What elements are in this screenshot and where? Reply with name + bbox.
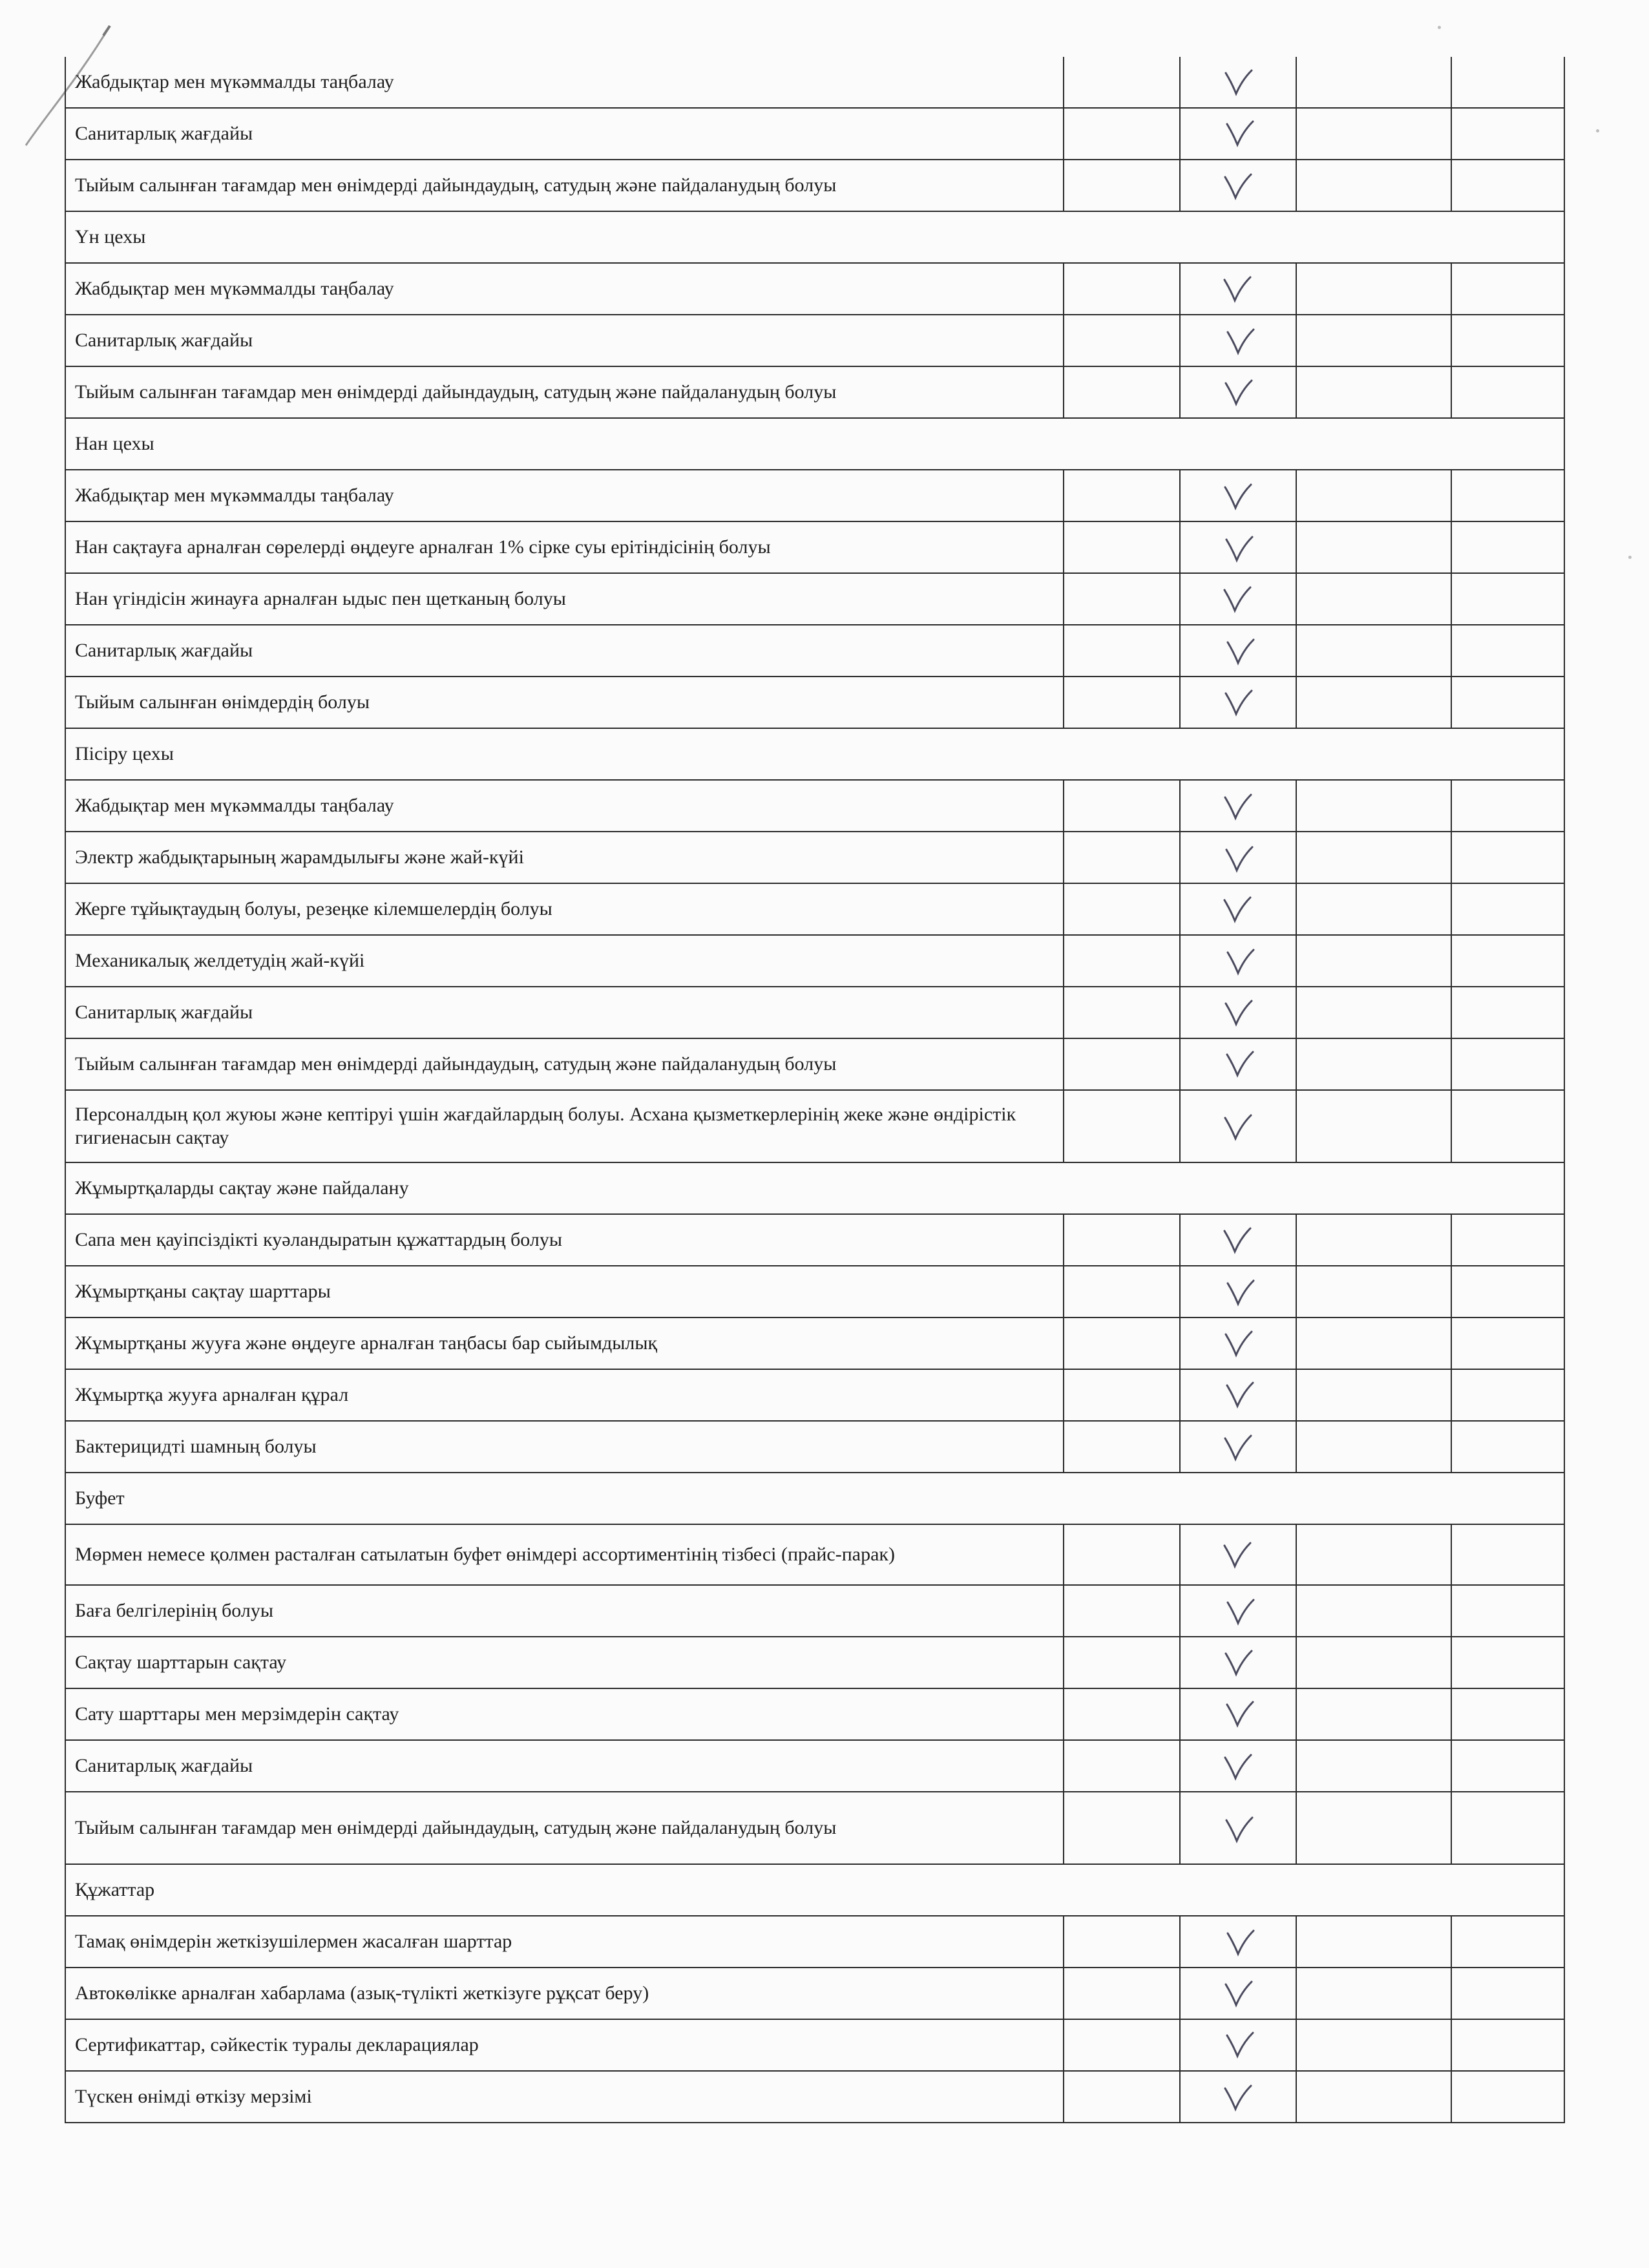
- requirement-text: Жабдықтар мен мүкәммалды таңбалау: [65, 470, 1064, 521]
- column-2-cell: [1180, 160, 1296, 211]
- checklist-row: [65, 573, 1564, 625]
- column-4-cell: [1451, 521, 1564, 573]
- column-2-cell: [1180, 832, 1296, 883]
- section-title: Нан цехы: [65, 418, 1564, 470]
- checkmark-icon: [1221, 842, 1255, 873]
- column-2-cell: [1180, 987, 1296, 1038]
- checkmark-icon: [1221, 945, 1255, 976]
- requirement-text: Баға белгілерінің болуы: [65, 1585, 1064, 1637]
- column-3-cell: [1296, 1369, 1451, 1421]
- column-3-cell: [1296, 1524, 1451, 1585]
- column-1-cell: [1064, 263, 1180, 315]
- checklist-row: [65, 625, 1564, 677]
- section-header-row: [65, 1162, 1564, 1214]
- column-4-cell: [1451, 1090, 1564, 1162]
- requirement-text: Тыйым салынған өнімдердің болуы: [65, 677, 1064, 728]
- column-4-cell: [1451, 1792, 1564, 1864]
- column-3-cell: [1296, 521, 1451, 573]
- checkmark-icon: [1221, 377, 1255, 408]
- column-4-cell: [1451, 160, 1564, 211]
- column-4-cell: [1451, 1688, 1564, 1740]
- column-4-cell: [1451, 470, 1564, 521]
- requirement-text: Бактерицидті шамның болуы: [65, 1421, 1064, 1473]
- requirement-text: Персоналдың қол жуюы және кептіруі үшін жағдайлардың болуы. Асхана қызметкерлерінің жеке және өндірістік гигиенасын сақтау: [65, 1090, 1064, 1162]
- requirement-text: Тыйым салынған тағамдар мен өнімдерді дайындаудың, сатудың және пайдаланудың болуы: [65, 1038, 1064, 1090]
- requirement-text: Механикалық желдетудің жай-күйі: [65, 935, 1064, 987]
- column-2-cell: [1180, 1318, 1296, 1369]
- checkmark-icon: [1221, 532, 1255, 563]
- column-3-cell: [1296, 160, 1451, 211]
- column-4-cell: [1451, 315, 1564, 366]
- column-3-cell: [1296, 832, 1451, 883]
- column-1-cell: [1064, 625, 1180, 677]
- column-2-cell: [1180, 1038, 1296, 1090]
- requirement-text: Сату шарттары мен мерзімдерін сақтау: [65, 1688, 1064, 1740]
- checklist-row: [65, 1637, 1564, 1688]
- column-3-cell: [1296, 1916, 1451, 1968]
- column-2-cell: [1180, 470, 1296, 521]
- checkmark-icon: [1221, 997, 1255, 1028]
- column-3-cell: [1296, 1266, 1451, 1318]
- column-3-cell: [1296, 1585, 1451, 1637]
- column-4-cell: [1451, 1214, 1564, 1266]
- column-3-cell: [1296, 1688, 1451, 1740]
- checklist-row: [65, 1090, 1564, 1162]
- checkmark-icon: [1221, 894, 1255, 925]
- checkmark-icon: [1221, 790, 1255, 821]
- column-2-cell: [1180, 1637, 1296, 1688]
- column-4-cell: [1451, 573, 1564, 625]
- column-2-cell: [1180, 1369, 1296, 1421]
- column-2-cell: [1180, 1740, 1296, 1792]
- column-4-cell: [1451, 1524, 1564, 1585]
- checklist-row: [65, 1688, 1564, 1740]
- requirement-text: Санитарлық жағдайы: [65, 108, 1064, 160]
- column-2-cell: [1180, 677, 1296, 728]
- column-3-cell: [1296, 987, 1451, 1038]
- checklist-row: [65, 1585, 1564, 1637]
- column-3-cell: [1296, 1637, 1451, 1688]
- checklist-row: [65, 1266, 1564, 1318]
- column-2-cell: [1180, 2019, 1296, 2071]
- column-4-cell: [1451, 625, 1564, 677]
- column-1-cell: [1064, 883, 1180, 935]
- column-2-cell: [1180, 263, 1296, 315]
- checkmark-icon: [1221, 583, 1255, 614]
- column-1-cell: [1064, 1214, 1180, 1266]
- column-4-cell: [1451, 1038, 1564, 1090]
- column-4-cell: [1451, 1266, 1564, 1318]
- checklist-row: [65, 57, 1564, 108]
- checkmark-icon: [1221, 1328, 1255, 1359]
- column-3-cell: [1296, 1968, 1451, 2019]
- checklist-row: [65, 1318, 1564, 1369]
- checklist-row: [65, 1369, 1564, 1421]
- column-3-cell: [1296, 108, 1451, 160]
- requirement-text: Жерге тұйықтаудың болуы, резеңке кілемшелердің болуы: [65, 883, 1064, 935]
- requirement-text: Жабдықтар мен мүкәммалды таңбалау: [65, 780, 1064, 832]
- column-2-cell: [1180, 2071, 1296, 2123]
- column-4-cell: [1451, 1369, 1564, 1421]
- column-4-cell: [1451, 108, 1564, 160]
- checklist-row: [65, 780, 1564, 832]
- checkmark-icon: [1221, 480, 1255, 511]
- column-2-cell: [1180, 1585, 1296, 1637]
- column-3-cell: [1296, 2071, 1451, 2123]
- column-3-cell: [1296, 1792, 1451, 1864]
- column-2-cell: [1180, 1524, 1296, 1585]
- column-2-cell: [1180, 1421, 1296, 1473]
- checkmark-icon: [1221, 1539, 1255, 1570]
- section-header-row: [65, 1473, 1564, 1524]
- requirement-text: Нан сақтауға арналған сөрелерді өңдеуге арналған 1% сірке суы ерітіндісінің болуы: [65, 521, 1064, 573]
- section-title: Үн цехы: [65, 211, 1564, 263]
- column-1-cell: [1064, 521, 1180, 573]
- column-3-cell: [1296, 1740, 1451, 1792]
- column-1-cell: [1064, 677, 1180, 728]
- checkmark-icon: [1221, 1111, 1255, 1142]
- checklist-row: [65, 160, 1564, 211]
- section-header-row: [65, 418, 1564, 470]
- requirement-text: Түскен өнімді өткізу мерзімі: [65, 2071, 1064, 2123]
- column-1-cell: [1064, 573, 1180, 625]
- checklist-row: [65, 2071, 1564, 2123]
- checklist-table: [65, 57, 1565, 2123]
- requirement-text: Санитарлық жағдайы: [65, 1740, 1064, 1792]
- checkmark-icon: [1221, 1647, 1255, 1678]
- checkmark-icon: [1221, 1276, 1255, 1307]
- requirement-text: Жабдықтар мен мүкәммалды таңбалау: [65, 57, 1064, 108]
- column-1-cell: [1064, 1090, 1180, 1162]
- checkmark-icon: [1221, 67, 1255, 98]
- requirement-text: Жұмыртқа жууға арналған құрал: [65, 1369, 1064, 1421]
- checklist-row: [65, 1524, 1564, 1585]
- checklist-row: [65, 1740, 1564, 1792]
- column-2-cell: [1180, 1688, 1296, 1740]
- requirement-text: Тыйым салынған тағамдар мен өнімдерді дайындаудың, сатудың және пайдаланудың болуы: [65, 1792, 1064, 1864]
- column-2-cell: [1180, 57, 1296, 108]
- column-4-cell: [1451, 832, 1564, 883]
- checklist-sheet: [65, 57, 1564, 2123]
- requirement-text: Тыйым салынған тағамдар мен өнімдерді дайындаудың, сатудың және пайдаланудың болуы: [65, 366, 1064, 418]
- column-1-cell: [1064, 108, 1180, 160]
- section-title: Құжаттар: [65, 1864, 1564, 1916]
- checklist-row: [65, 263, 1564, 315]
- column-2-cell: [1180, 1214, 1296, 1266]
- column-1-cell: [1064, 1585, 1180, 1637]
- requirement-text: Жабдықтар мен мүкәммалды таңбалау: [65, 263, 1064, 315]
- column-4-cell: [1451, 1916, 1564, 1968]
- column-3-cell: [1296, 57, 1451, 108]
- column-3-cell: [1296, 1318, 1451, 1369]
- column-2-cell: [1180, 1792, 1296, 1864]
- column-3-cell: [1296, 366, 1451, 418]
- requirement-text: Сертификаттар, сәйкестік туралы декларациялар: [65, 2019, 1064, 2071]
- checkmark-icon: [1221, 1812, 1255, 1843]
- requirement-text: Электр жабдықтарының жарамдылығы және жай-күйі: [65, 832, 1064, 883]
- column-3-cell: [1296, 263, 1451, 315]
- column-1-cell: [1064, 1318, 1180, 1369]
- checklist-row: [65, 883, 1564, 935]
- checkmark-icon: [1221, 635, 1255, 666]
- checklist-row: [65, 108, 1564, 160]
- checkmark-icon: [1221, 2030, 1255, 2061]
- checkmark-icon: [1221, 1049, 1255, 1080]
- column-1-cell: [1064, 1038, 1180, 1090]
- column-1-cell: [1064, 1688, 1180, 1740]
- section-title: Пісіру цехы: [65, 728, 1564, 780]
- requirement-text: Санитарлық жағдайы: [65, 315, 1064, 366]
- column-4-cell: [1451, 57, 1564, 108]
- column-4-cell: [1451, 2071, 1564, 2123]
- checklist-row: [65, 1916, 1564, 1968]
- checkmark-icon: [1221, 687, 1255, 718]
- checklist-row: [65, 1792, 1564, 1864]
- column-2-cell: [1180, 1916, 1296, 1968]
- column-3-cell: [1296, 1421, 1451, 1473]
- column-2-cell: [1180, 780, 1296, 832]
- column-1-cell: [1064, 1637, 1180, 1688]
- requirement-text: Тыйым салынған тағамдар мен өнімдерді дайындаудың, сатудың және пайдаланудың болуы: [65, 160, 1064, 211]
- requirement-text: Тамақ өнімдерін жеткізушілермен жасалған шарттар: [65, 1916, 1064, 1968]
- column-2-cell: [1180, 366, 1296, 418]
- column-3-cell: [1296, 677, 1451, 728]
- column-1-cell: [1064, 470, 1180, 521]
- checkmark-icon: [1221, 1750, 1255, 1781]
- checkmark-icon: [1221, 1431, 1255, 1462]
- requirement-text: Санитарлық жағдайы: [65, 625, 1064, 677]
- column-3-cell: [1296, 573, 1451, 625]
- checkmark-icon: [1221, 325, 1255, 356]
- checklist-row: [65, 521, 1564, 573]
- checklist-row: [65, 1214, 1564, 1266]
- scan-speck: [1438, 26, 1441, 29]
- column-2-cell: [1180, 935, 1296, 987]
- requirement-text: Санитарлық жағдайы: [65, 987, 1064, 1038]
- checklist-row: [65, 2019, 1564, 2071]
- column-4-cell: [1451, 883, 1564, 935]
- checklist-body: [65, 57, 1564, 2123]
- column-1-cell: [1064, 1524, 1180, 1585]
- checklist-row: [65, 987, 1564, 1038]
- column-1-cell: [1064, 780, 1180, 832]
- checkmark-icon: [1221, 1380, 1255, 1411]
- column-1-cell: [1064, 57, 1180, 108]
- column-1-cell: [1064, 160, 1180, 211]
- column-1-cell: [1064, 1916, 1180, 1968]
- column-4-cell: [1451, 1968, 1564, 2019]
- column-4-cell: [1451, 1740, 1564, 1792]
- column-2-cell: [1180, 315, 1296, 366]
- checkmark-icon: [1221, 1699, 1255, 1730]
- column-2-cell: [1180, 883, 1296, 935]
- scan-speck: [1596, 129, 1599, 132]
- checkmark-icon: [1221, 1978, 1255, 2009]
- checklist-row: [65, 1968, 1564, 2019]
- column-3-cell: [1296, 625, 1451, 677]
- column-3-cell: [1296, 1038, 1451, 1090]
- column-1-cell: [1064, 987, 1180, 1038]
- requirement-text: Автокөлікке арналған хабарлама (азық-түлікті жеткізуге рұқсат беру): [65, 1968, 1064, 2019]
- column-3-cell: [1296, 470, 1451, 521]
- column-4-cell: [1451, 935, 1564, 987]
- requirement-text: Жұмыртқаны сақтау шарттары: [65, 1266, 1064, 1318]
- column-1-cell: [1064, 366, 1180, 418]
- column-4-cell: [1451, 1318, 1564, 1369]
- section-header-row: [65, 1864, 1564, 1916]
- requirement-text: Сақтау шарттарын сақтау: [65, 1637, 1064, 1688]
- column-4-cell: [1451, 366, 1564, 418]
- checklist-row: [65, 832, 1564, 883]
- checklist-row: [65, 1421, 1564, 1473]
- section-title: Жұмыртқаларды сақтау және пайдалану: [65, 1162, 1564, 1214]
- column-4-cell: [1451, 1585, 1564, 1637]
- requirement-text: Мөрмен немесе қолмен расталған сатылатын буфет өнімдері ассортиментінің тізбесі (прайс-парак): [65, 1524, 1064, 1585]
- column-2-cell: [1180, 108, 1296, 160]
- column-1-cell: [1064, 1792, 1180, 1864]
- column-4-cell: [1451, 1421, 1564, 1473]
- column-1-cell: [1064, 2071, 1180, 2123]
- column-2-cell: [1180, 521, 1296, 573]
- section-title: Буфет: [65, 1473, 1564, 1524]
- column-2-cell: [1180, 1968, 1296, 2019]
- column-1-cell: [1064, 315, 1180, 366]
- requirement-text: Сапа мен қауіпсіздікті куәландыратын құжаттардың болуы: [65, 1214, 1064, 1266]
- checkmark-icon: [1221, 273, 1255, 304]
- column-4-cell: [1451, 677, 1564, 728]
- column-2-cell: [1180, 625, 1296, 677]
- column-1-cell: [1064, 1421, 1180, 1473]
- checkmark-icon: [1221, 2081, 1255, 2112]
- scan-speck: [1628, 556, 1632, 559]
- checklist-row: [65, 935, 1564, 987]
- requirement-text: Нан үгіндісін жинауға арналған ыдыс пен щетканың болуы: [65, 573, 1064, 625]
- checklist-row: [65, 470, 1564, 521]
- requirement-text: Жұмыртқаны жууға және өңдеуге арналған таңбасы бар сыйымдылық: [65, 1318, 1064, 1369]
- column-3-cell: [1296, 1214, 1451, 1266]
- column-3-cell: [1296, 2019, 1451, 2071]
- column-3-cell: [1296, 780, 1451, 832]
- checklist-row: [65, 677, 1564, 728]
- column-3-cell: [1296, 883, 1451, 935]
- column-2-cell: [1180, 573, 1296, 625]
- column-1-cell: [1064, 1266, 1180, 1318]
- column-3-cell: [1296, 935, 1451, 987]
- column-4-cell: [1451, 1637, 1564, 1688]
- column-2-cell: [1180, 1266, 1296, 1318]
- column-1-cell: [1064, 832, 1180, 883]
- checklist-row: [65, 315, 1564, 366]
- column-1-cell: [1064, 935, 1180, 987]
- section-header-row: [65, 728, 1564, 780]
- column-1-cell: [1064, 1369, 1180, 1421]
- checkmark-icon: [1221, 1595, 1255, 1626]
- checklist-row: [65, 366, 1564, 418]
- column-1-cell: [1064, 1740, 1180, 1792]
- checkmark-icon: [1221, 1224, 1255, 1255]
- column-4-cell: [1451, 780, 1564, 832]
- column-2-cell: [1180, 1090, 1296, 1162]
- checkmark-icon: [1221, 118, 1255, 149]
- column-3-cell: [1296, 315, 1451, 366]
- checkmark-icon: [1221, 170, 1255, 201]
- column-4-cell: [1451, 263, 1564, 315]
- column-4-cell: [1451, 2019, 1564, 2071]
- column-4-cell: [1451, 987, 1564, 1038]
- column-1-cell: [1064, 2019, 1180, 2071]
- section-header-row: [65, 211, 1564, 263]
- column-3-cell: [1296, 1090, 1451, 1162]
- column-1-cell: [1064, 1968, 1180, 2019]
- checkmark-icon: [1221, 1926, 1255, 1957]
- checklist-row: [65, 1038, 1564, 1090]
